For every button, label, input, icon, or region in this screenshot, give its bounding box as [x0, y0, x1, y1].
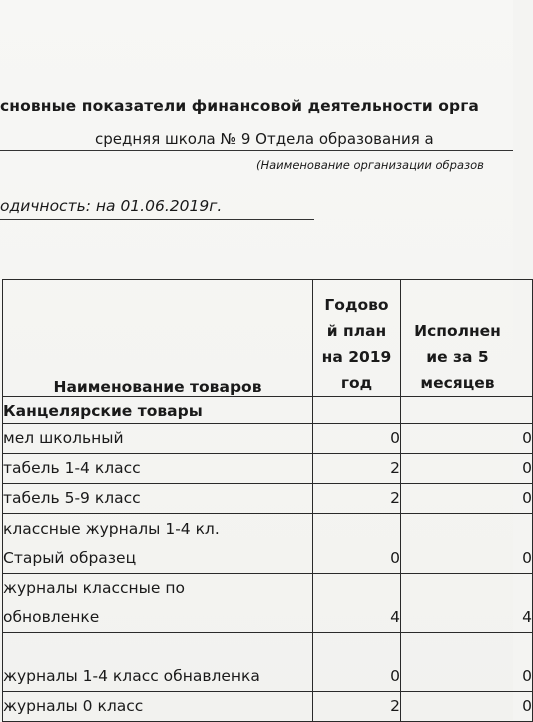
goods-table: [2, 279, 533, 722]
category-row: [3, 397, 533, 424]
row-plan: 0: [313, 514, 401, 574]
table-row: [3, 692, 533, 722]
row-name: классные журналы 1-4 кл. Старый образец: [3, 514, 313, 574]
table-row: [3, 574, 533, 633]
row-name: журналы 1-4 класс обнавленка: [3, 633, 313, 692]
header-execution: Исполнен ие за 5 месяцев: [401, 280, 533, 397]
document-heading: сновные показатели финансовой деятельности орга: [0, 97, 479, 115]
row-exec: 0: [401, 424, 533, 454]
header-goods-name: Наименование товаров: [3, 280, 313, 397]
period-line: [0, 195, 314, 220]
row-exec: 0: [401, 454, 533, 484]
row-exec: 0: [401, 484, 533, 514]
row-name: табель 5-9 класс: [3, 484, 313, 514]
row-plan: 0: [313, 424, 401, 454]
organization-line: [0, 128, 513, 151]
row-exec: 0: [401, 692, 533, 722]
table-row: [3, 484, 533, 514]
row-exec: 0: [401, 633, 533, 692]
period-text: одичность: на 01.06.2019г.: [0, 197, 223, 215]
row-name: табель 1-4 класс: [3, 454, 313, 484]
category-label: Канцелярские товары: [3, 397, 313, 424]
category-exec-cell: [401, 397, 533, 424]
table-row: [3, 633, 533, 692]
row-plan: 2: [313, 484, 401, 514]
row-exec: 4: [401, 574, 533, 633]
organization-name: средняя школа № 9 Отдела образования а: [95, 130, 434, 148]
row-name: журналы 0 класс: [3, 692, 313, 722]
row-plan: 0: [313, 633, 401, 692]
row-plan: 2: [313, 692, 401, 722]
row-name: мел школьный: [3, 424, 313, 454]
table-row: [3, 514, 533, 574]
table-row: [3, 454, 533, 484]
row-plan: 4: [313, 574, 401, 633]
row-name: журналы классные по обновленке: [3, 574, 313, 633]
category-plan-cell: [313, 397, 401, 424]
row-exec: 0: [401, 514, 533, 574]
row-plan: 2: [313, 454, 401, 484]
organization-caption: (Наименование организации образов: [256, 158, 484, 172]
table-header-row: [3, 280, 533, 397]
table-row: [3, 424, 533, 454]
header-annual-plan: Годово й план на 2019 год: [313, 280, 401, 397]
